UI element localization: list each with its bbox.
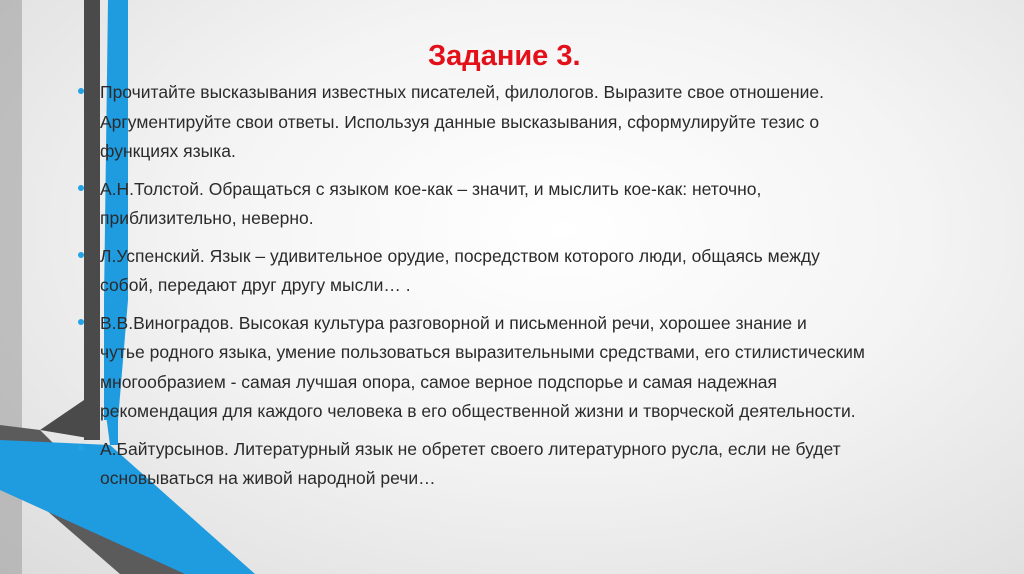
bullet-dot-icon: [78, 88, 84, 94]
bullet-dot-icon: [78, 185, 84, 191]
bullet-item-uspensky: [78, 242, 938, 301]
bullet-text: В.В.Виноградов. Высокая культура разговорной и письменной речи, хорошее знание и чутье родного языка, умение пользоваться выразительными средствами, его стилистическим многообразием - самая лучшая опора, самое верное подспорье и самая надежная рекомендация для каждого человека в его общественной жизни и творческой деятельности.: [100, 312, 865, 421]
bullet-item-baitursynov: [78, 435, 938, 494]
bullet-list: [78, 78, 938, 502]
bullet-text: А.Байтурсынов. Литературный язык не обретет своего литературного русла, если не будет основываться на живой народной речи…: [100, 438, 841, 488]
bullet-text: Прочитайте высказывания известных писателей, филологов. Выразите свое отношение. Аргументируйте свои ответы. Используя данные высказывания, сформулируйте тезис о функциях языка.: [100, 82, 825, 161]
bullet-dot-icon: [78, 319, 84, 325]
bullet-item-task: [78, 78, 938, 167]
bullet-dot-icon: [78, 252, 84, 258]
slide-title: Задание 3.: [428, 40, 581, 72]
bullet-dot-icon: [78, 445, 84, 451]
bullet-item-tolstoy: [78, 175, 938, 234]
bullet-item-vinogradov: [78, 309, 938, 427]
bullet-text: А.Н.Толстой. Обращаться с языком кое-как – значит, и мыслить кое-как: неточно, приблизительно, неверно.: [100, 178, 762, 228]
bullet-text: Л.Успенский. Язык – удивительное орудие, посредством которого люди, общаясь между собой, передают друг другу мысли… .: [100, 245, 820, 295]
